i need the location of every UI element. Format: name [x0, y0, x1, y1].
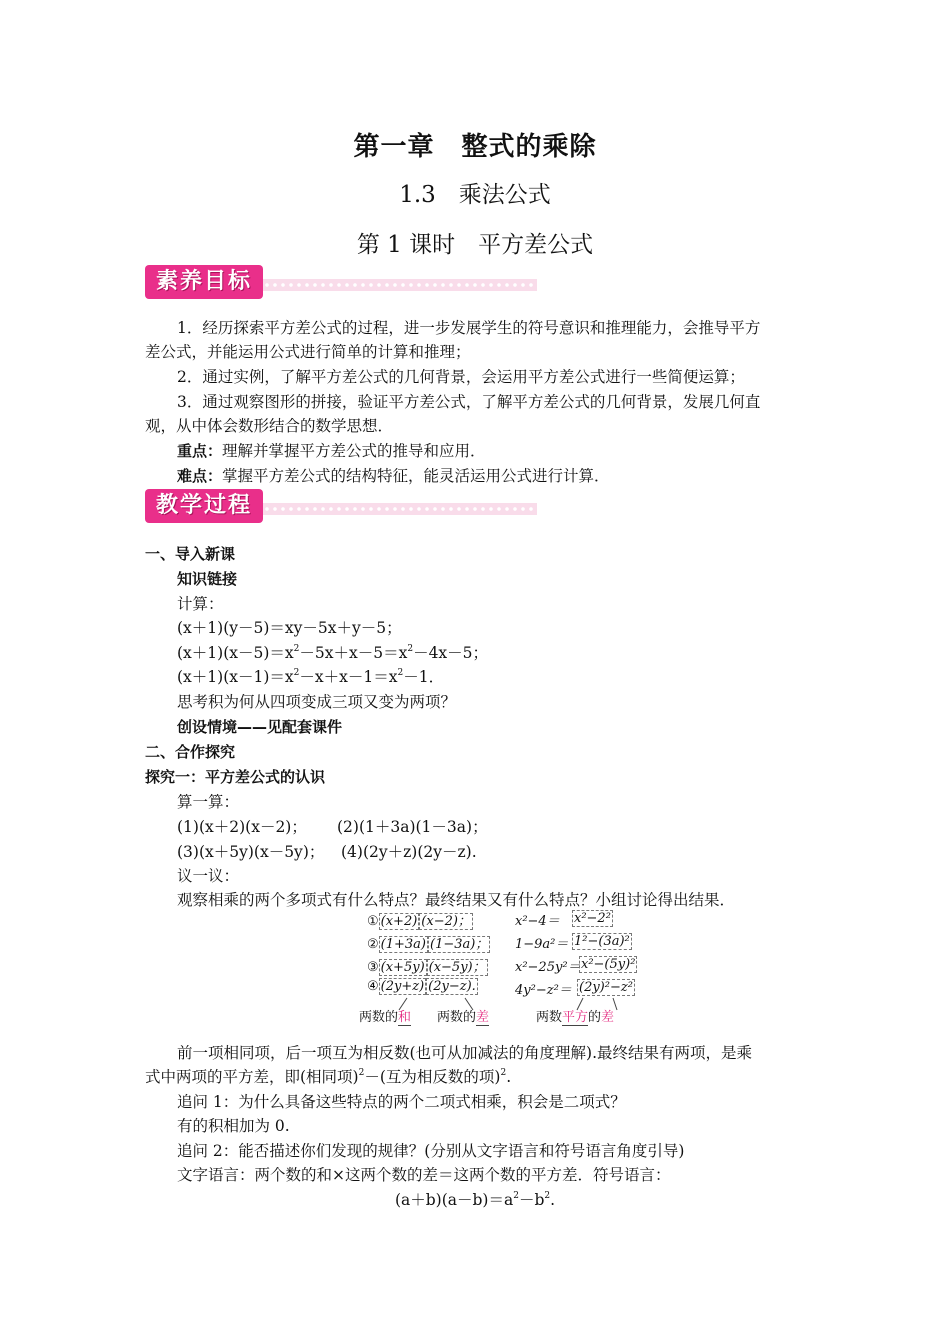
exponent: 2 [358, 1067, 365, 1078]
banner-dots [255, 279, 537, 291]
result-left: x²−25y²＝ [515, 960, 581, 975]
equation-3 [177, 665, 837, 689]
equation-1: (x＋1)(y－5)＝xy－5x＋y－5； [177, 619, 402, 637]
key-point [177, 439, 837, 463]
factor-diff: (x−5y)； [428, 960, 486, 975]
factor-sum: (2y+z) [380, 979, 425, 994]
goal-2: 2．通过实例，了解平方差公式的几何背景，会运用平方差公式进行一些简便运算； [177, 368, 745, 386]
problem-3: (3)(x＋5y)(x－5y)； [177, 843, 325, 861]
exponent: 2 [397, 667, 404, 678]
exponent: 2 [500, 1067, 507, 1078]
exponent: 2 [407, 643, 414, 654]
equation-2 [177, 641, 837, 665]
result-right: x²−(5y)² [581, 957, 636, 972]
goals-banner [145, 265, 537, 299]
goal-1-line-2: 差公式，并能运用公式进行简单的计算和推理； [145, 343, 471, 361]
label-text: 的 [588, 1010, 602, 1025]
chapter-title: 第一章 整式的乘除 [353, 132, 597, 162]
result-left: 4y²−z²＝ [515, 983, 572, 998]
pattern-figure [355, 906, 636, 1028]
exponent: 2 [544, 1190, 551, 1201]
formula-part: . [550, 1191, 556, 1209]
problem-row-2 [177, 840, 837, 864]
circled-num: ② [367, 937, 379, 952]
process-banner [145, 489, 537, 523]
problem-4: (4)(2y＋z)(2y－z). [341, 843, 477, 861]
label-highlight: 差 [476, 1010, 490, 1025]
problem-1: (1)(x＋2)(x－2)； [177, 818, 307, 836]
exponent: 2 [293, 643, 300, 654]
problem-row-1 [177, 815, 837, 839]
factor-diff: (2y−z). [428, 979, 476, 994]
section-title: 1.3 乘法公式 [399, 182, 551, 208]
knowledge-link-heading: 知识链接 [177, 570, 238, 588]
key-point-text: 理解并掌握平方差公式的推导和应用． [222, 442, 486, 460]
label-highlight: 和 [398, 1010, 412, 1025]
answer-1: 有的积相加为 0. [177, 1117, 290, 1135]
label-highlight: 平方 [562, 1010, 589, 1025]
label-text: 两数 [536, 1010, 563, 1025]
banner-dots [255, 503, 537, 515]
problem-2: (2)(1＋3a)(1－3a)； [337, 818, 488, 836]
process-banner-label: 教学过程 [145, 489, 263, 523]
label-text: 两数的 [437, 1010, 477, 1025]
factor-sum: (x+2) [380, 914, 418, 929]
key-point-label: 重点： [177, 442, 223, 460]
eq3-part: (x＋1)(x－1)＝x [177, 668, 294, 686]
circled-num: ① [367, 914, 379, 929]
exponent: 2 [293, 667, 300, 678]
verbal-statement: 文字语言：两个数的和×这两个数的差＝这两个数的平方差．符号语言： [177, 1166, 671, 1184]
difficult-point-label: 难点： [177, 467, 223, 485]
eq3-part: －1． [403, 668, 445, 686]
result-left: 1−9a²＝ [515, 937, 569, 952]
label-text: 两数的 [359, 1010, 399, 1025]
label-square-diff [536, 1006, 614, 1025]
observe-question: 观察相乘的两个多项式有什么特点？最终结果又有什么特点？小组讨论得出结果． [177, 891, 736, 909]
goal-1-line-1: 1．经历探索平方差公式的过程，进一步发展学生的符号意识和推理能力，会推导平方 [177, 319, 761, 337]
circled-num: ③ [367, 960, 379, 975]
factor-diff: (1−3a)； [430, 937, 489, 952]
difficult-point-text: 掌握平方差公式的结构特征，能灵活运用公式进行计算． [222, 467, 610, 485]
conc-part: . [506, 1068, 512, 1086]
result-right: (2y)²−z² [579, 980, 633, 995]
section-2-heading: 二、合作探究 [145, 743, 236, 761]
follow-up-2: 追问 2：能否描述你们发现的规律？(分别从文字语言和符号语言角度引导) [177, 1142, 685, 1160]
goals-banner-label: 素养目标 [145, 265, 263, 299]
goal-3-line-2: 观，从中体会数形结合的数学思想． [145, 417, 394, 435]
conc-part: 式中两项的平方差，即(相同项) [145, 1068, 359, 1086]
eq2-part: (x＋1)(x－5)＝x [177, 644, 294, 662]
suan-label: 算一算： [177, 793, 240, 811]
factor-sum: (x+5y) [380, 960, 425, 975]
exponent: 2 [513, 1190, 519, 1201]
lesson-title: 第 1 课时 平方差公式 [356, 232, 594, 258]
label-sum [359, 1006, 411, 1025]
formula [0, 1188, 950, 1212]
scenario-heading: 创设情境——见配套课件 [177, 718, 343, 736]
calc-label: 计算： [177, 595, 224, 613]
eq2-part: －4x－5； [413, 644, 489, 662]
conclusion-line-1: 前一项相同项，后一项互为相反数(也可从加减法的角度理解).最终结果有两项，是乘 [177, 1044, 753, 1062]
eq3-part: －x＋x－1＝x [299, 668, 398, 686]
factor-sum: (1+3a) [380, 937, 426, 952]
formula-part: －b [518, 1191, 545, 1209]
eq2-part: －5x＋x－5＝x [299, 644, 408, 662]
result-right: 1²−(3a)² [574, 934, 630, 949]
follow-up-1: 追问 1：为什么具备这些特点的两个二项式相乘，积会是二项式？ [177, 1093, 626, 1111]
difficult-point [177, 464, 837, 488]
goal-3-line-1: 3．通过观察图形的拼接，验证平方差公式，了解平方差公式的几何背景，发展几何直 [177, 393, 761, 411]
conclusion-line-2 [145, 1065, 805, 1089]
result-right: x²−2² [574, 911, 611, 926]
think-question: 思考积为何从四项变成三项又变为两项？ [177, 693, 457, 711]
circled-num: ④ [367, 979, 379, 994]
factor-diff: (x−2)； [421, 914, 471, 929]
label-diff [437, 1006, 489, 1025]
label-highlight: 差 [601, 1010, 615, 1025]
yi-label: 议一议： [177, 867, 240, 885]
exploration-1-heading: 探究一：平方差公式的认识 [145, 768, 326, 786]
conc-part: －(互为相反数的项) [364, 1068, 501, 1086]
formula-part: (a＋b)(a－b)＝a [394, 1191, 514, 1209]
section-1-heading: 一、导入新课 [145, 545, 236, 563]
result-left: x²−4＝ [515, 914, 560, 929]
